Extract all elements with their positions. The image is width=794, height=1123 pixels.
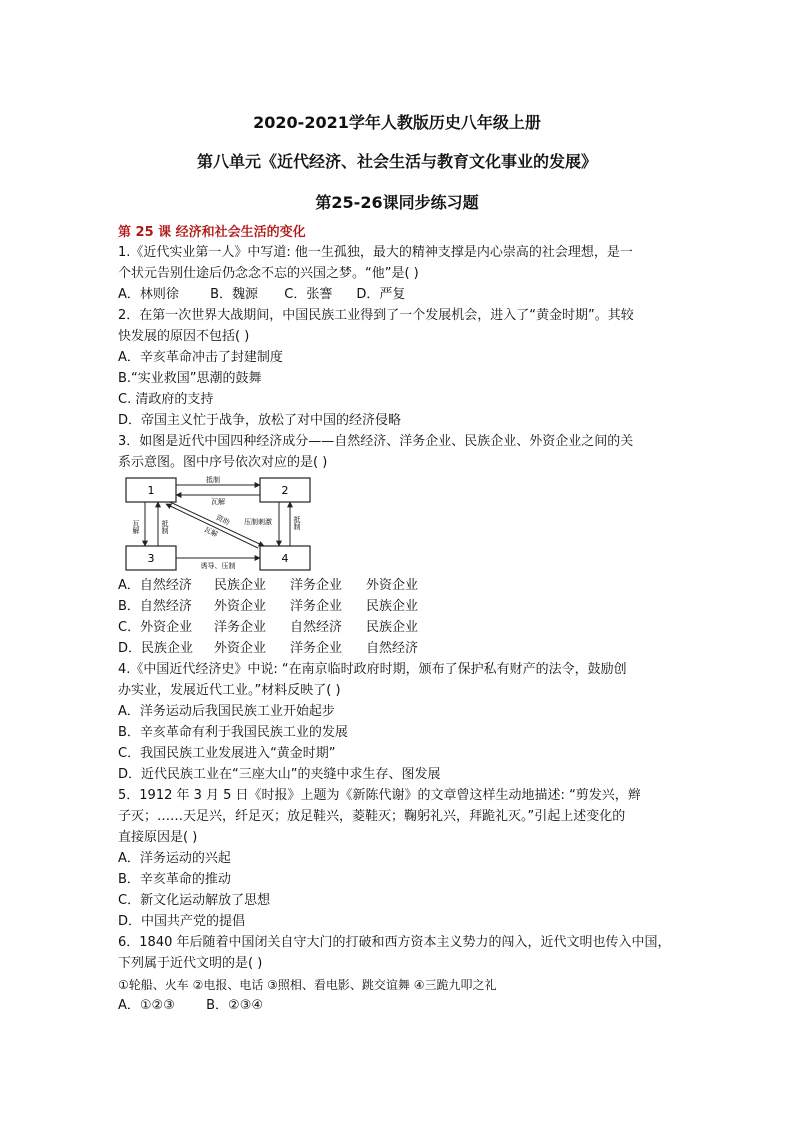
option-a: A．林则徐 bbox=[118, 287, 179, 302]
label-right-b: 抵制 bbox=[293, 516, 301, 530]
box-4-label: 4 bbox=[281, 552, 289, 565]
question-3-line-1: 3．如图是近代中国四种经济成分——自然经济、洋务企业、民族企业、外资企业之间的关 bbox=[118, 434, 634, 449]
question-5-option-b: B．辛亥革命的推动 bbox=[118, 872, 231, 887]
question-3-option-d bbox=[118, 640, 418, 658]
question-4-option-d: D．近代民族工业在“三座大山”的夹缝中求生存、图发展 bbox=[118, 767, 441, 782]
cell: 洋务企业 bbox=[214, 620, 267, 635]
cell: 外资企业 bbox=[366, 578, 419, 593]
box-2-label: 2 bbox=[281, 484, 289, 497]
question-3-option-c bbox=[118, 619, 418, 637]
question-4-line-2: 办实业，发展近代工业。”材料反映了( ) bbox=[118, 683, 341, 698]
label-bottom: 诱导、压制 bbox=[200, 562, 236, 570]
label-diag-b: 瓦解 bbox=[202, 525, 219, 539]
label-diag-a: 资助 bbox=[214, 513, 231, 527]
label-left-a: 瓦解 bbox=[132, 520, 140, 534]
document-title: 2020-2021学年人教版历史八年级上册 bbox=[253, 113, 541, 132]
cell: A．自然经济 bbox=[118, 578, 192, 593]
question-5-line-1: 5．1912 年 3 月 5 日《时报》上题为《新陈代谢》的文章曾这样生动地描述: “剪发兴，辫 bbox=[118, 788, 641, 803]
question-2-option-d: D．帝国主义忙于战争，放松了对中国的经济侵略 bbox=[118, 413, 402, 428]
cell: 洋务企业 bbox=[290, 641, 343, 656]
question-2-option-b: B.“实业救国”思潮的鼓舞 bbox=[118, 371, 262, 386]
question-5-option-c: C．新文化运动解放了思想 bbox=[118, 893, 271, 908]
cell: 民族企业 bbox=[214, 578, 267, 593]
question-6-items: ①轮船、火车 ②电报、电话 ③照相、看电影、跳交谊舞 ④三跪九叩之礼 bbox=[118, 978, 497, 992]
cell: 洋务企业 bbox=[290, 578, 343, 593]
question-2-option-c: C. 清政府的支持 bbox=[118, 392, 214, 407]
question-5-option-d: D．中国共产党的提倡 bbox=[118, 914, 246, 929]
question-5-line-3: 直接原因是( ) bbox=[118, 830, 198, 845]
question-2-line-1: 2．在第一次世界大战期间，中国民族工业得到了一个发展机会，进入了“黄金时期”。其较 bbox=[118, 308, 634, 323]
question-1-line-1: 1.《近代实业第一人》中写道: 他一生孤独，最大的精神支撑是内心崇高的社会理想，是一 bbox=[118, 245, 633, 260]
question-3-line-2: 系示意图。图中序号依次对应的是( ) bbox=[118, 455, 328, 470]
option-b: B．②③④ bbox=[206, 998, 264, 1013]
label-right-a: 压制刺激 bbox=[244, 518, 272, 526]
option-b: B．魏源 bbox=[210, 287, 259, 302]
cell: 民族企业 bbox=[366, 599, 419, 614]
question-3-option-a bbox=[118, 577, 418, 595]
question-1-line-2: 个状元告别仕途后仍念念不忘的兴国之梦。“他”是( ) bbox=[118, 266, 419, 281]
cell: D．民族企业 bbox=[118, 641, 194, 656]
cell: 自然经济 bbox=[366, 641, 419, 656]
question-6-line-2: 下列属于近代文明的是( ) bbox=[118, 956, 263, 971]
question-4-option-c: C．我国民族工业发展进入“黄金时期” bbox=[118, 746, 336, 761]
question-3-option-b bbox=[118, 598, 418, 616]
cell: 洋务企业 bbox=[290, 599, 343, 614]
question-1-options bbox=[118, 286, 405, 304]
label-top-lower: 瓦解 bbox=[211, 498, 225, 506]
unit-title: 第八单元《近代经济、社会生活与教育文化事业的发展》 bbox=[196, 152, 597, 171]
cell: 自然经济 bbox=[290, 620, 343, 635]
arrow-4-to-1 bbox=[166, 504, 258, 548]
question-5-line-2: 子灭；……天足兴，纤足灭；放足鞋兴，菱鞋灭；鞠躬礼兴，拜跪礼灭。”引起上述变化的 bbox=[118, 809, 626, 824]
cell: B．自然经济 bbox=[118, 599, 192, 614]
option-c: C．张謇 bbox=[284, 287, 333, 302]
cell: 外资企业 bbox=[214, 641, 267, 656]
question-2-option-a: A．辛亥革命冲击了封建制度 bbox=[118, 350, 283, 365]
cell: 外资企业 bbox=[214, 599, 267, 614]
option-a: A．①②③ bbox=[118, 998, 175, 1013]
cell: 民族企业 bbox=[366, 620, 419, 635]
question-6-line-1: 6．1840 年后随着中国闭关自守大门的打破和西方资本主义势力的闯入，近代文明也传入中国， bbox=[118, 935, 671, 950]
lesson-title: 第25-26课同步练习题 bbox=[315, 193, 479, 212]
box-3-label: 3 bbox=[147, 552, 155, 565]
economy-relation-diagram bbox=[118, 474, 318, 574]
option-d: D．严复 bbox=[356, 287, 406, 302]
section-heading: 第 25 课 经济和社会生活的变化 bbox=[118, 225, 306, 240]
question-4-line-1: 4.《中国近代经济史》中说: “在南京临时政府时期，颁布了保护私有财产的法令，鼓励创 bbox=[118, 662, 627, 677]
label-left-b: 抵制 bbox=[161, 520, 169, 534]
box-1-label: 1 bbox=[147, 484, 155, 497]
label-top-upper: 抵制 bbox=[206, 476, 220, 484]
cell: C．外资企业 bbox=[118, 620, 193, 635]
question-5-option-a: A．洋务运动的兴起 bbox=[118, 851, 231, 866]
question-4-option-a: A．洋务运动后我国民族工业开始起步 bbox=[118, 704, 335, 719]
question-6-options bbox=[118, 997, 263, 1015]
question-2-line-2: 快发展的原因不包括( ) bbox=[118, 329, 250, 344]
question-4-option-b: B．辛亥革命有利于我国民族工业的发展 bbox=[118, 725, 348, 740]
